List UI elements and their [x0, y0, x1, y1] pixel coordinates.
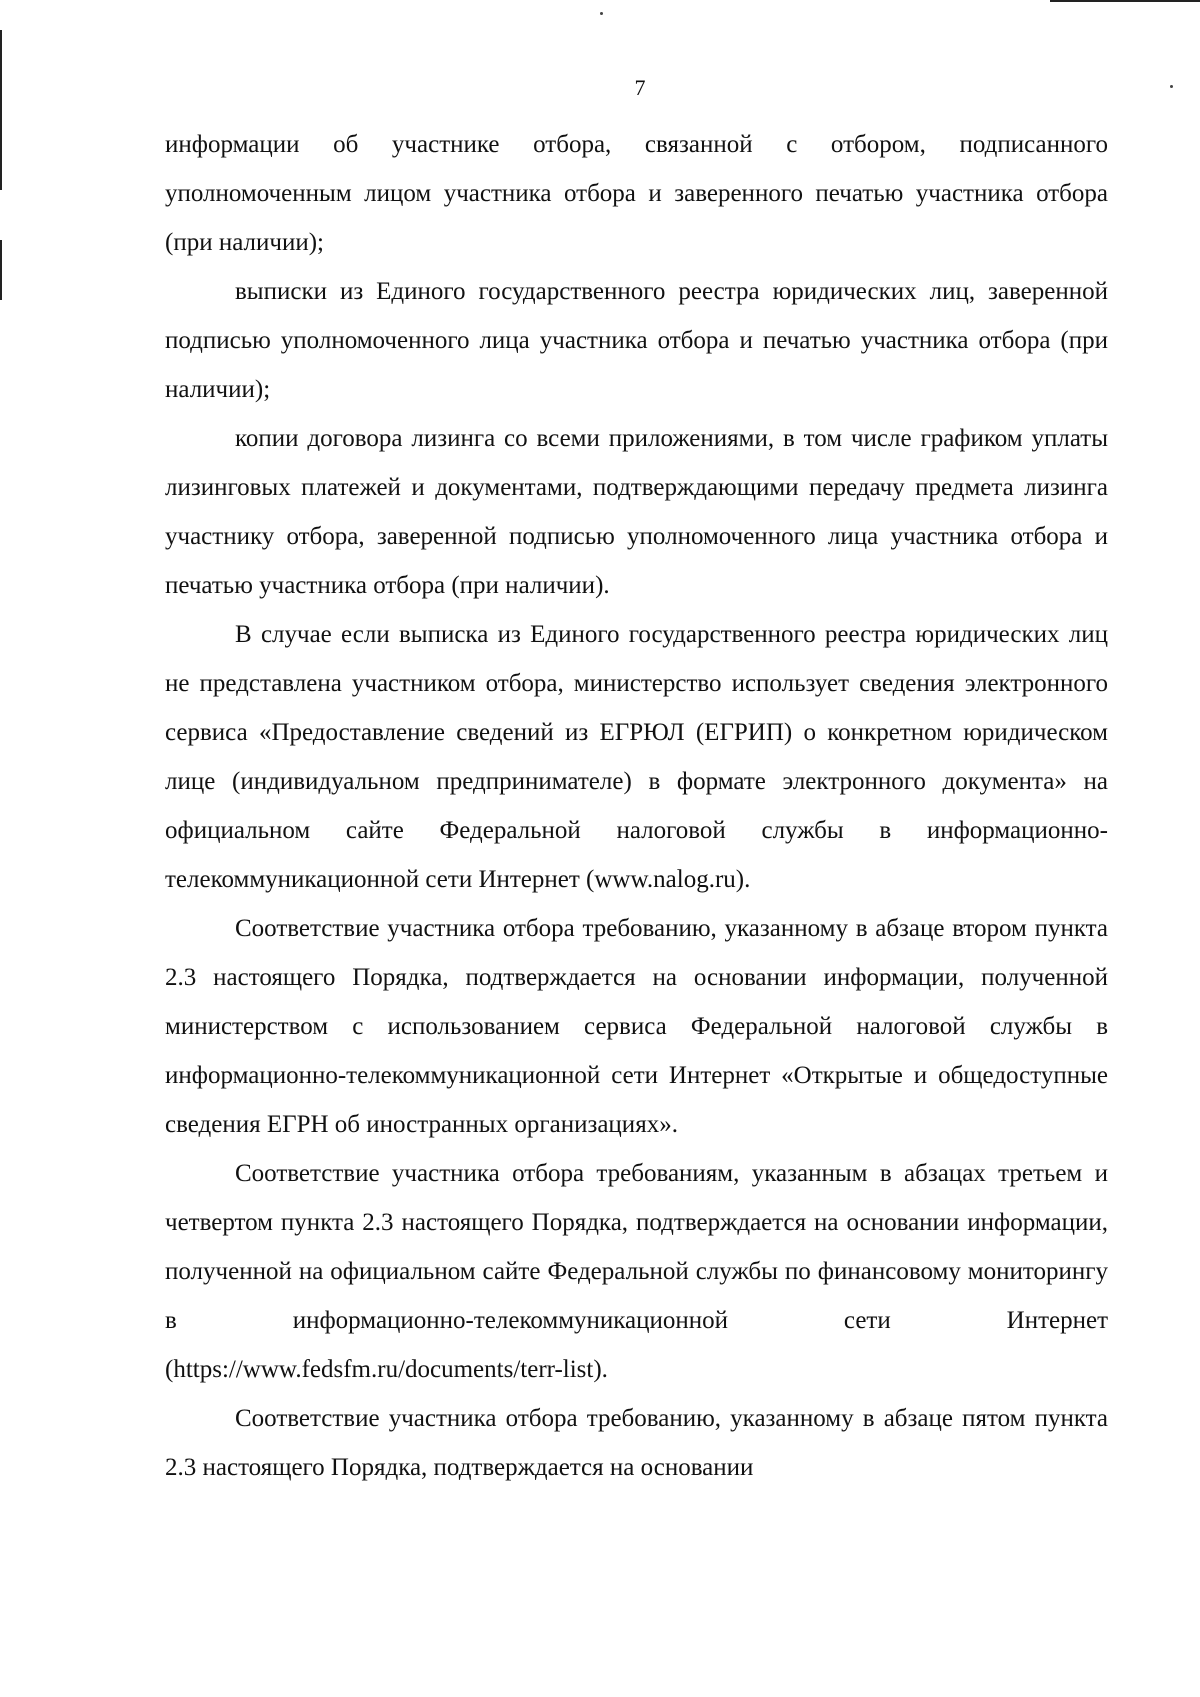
paragraph-1: информации об участнике отбора, связанной с отбором, подписанного уполномоченным лицом участника отбора и заверенного печатью участника отбора (при наличии);	[165, 131, 1108, 256]
scan-speck	[600, 12, 603, 15]
paragraph-5: Соответствие участника отбора требованию, указанному в абзаце втором пункта 2.3 настоящего Порядка, подтверждается на основании информации, полученной министерством с использованием сервиса Федеральной налоговой службы в информационно-телекоммуникационной сети Интернет «Открытые и общедоступные сведения ЕГРН об иностранных организациях».	[165, 915, 1108, 1138]
scan-edge-mark-left-top	[0, 30, 2, 190]
paragraph-4: В случае если выписка из Единого государственного реестра юридических лиц не представлена участником отбора, министерство использует сведения электронного сервиса «Предоставление сведений из ЕГРЮЛ (ЕГРИП) о конкретном юридическом лице (индивидуальном предпринимателе) в формате электронного документа» на официальном сайте Федеральной налоговой службы в информационно-телекоммуникационной сети Интернет (www.nalog.ru).	[165, 621, 1108, 893]
paragraph-6: Соответствие участника отбора требованиям, указанным в абзацах третьем и четвертом пункта 2.3 настоящего Порядка, подтверждается на основании информации, полученной на официальном сайте Федеральной службы по финансовому мониторингу в информационно-телекоммуникационной сети Интернет (https://www.fedsfm.ru/documents/terr-list).	[165, 1160, 1108, 1383]
page-number: 7	[634, 75, 646, 100]
scan-edge-mark-top-right	[1050, 0, 1200, 2]
paragraph-3: копии договора лизинга со всеми приложениями, в том числе графиком уплаты лизинговых платежей и документами, подтверждающими передачу предмета лизинга участнику отбора, заверенной подписью уполномоченного лица участника отбора и печатью участника отбора (при наличии).	[165, 425, 1108, 599]
paragraph-7: Соответствие участника отбора требованию, указанному в абзаце пятом пункта 2.3 настоящего Порядка, подтверждается на основании	[165, 1405, 1108, 1481]
scan-edge-mark-left-mid	[0, 240, 2, 300]
paragraph-2: выписки из Единого государственного реестра юридических лиц, заверенной подписью уполномоченного лица участника отбора и печатью участника отбора (при наличии);	[165, 278, 1108, 403]
document-body	[165, 120, 1108, 1492]
